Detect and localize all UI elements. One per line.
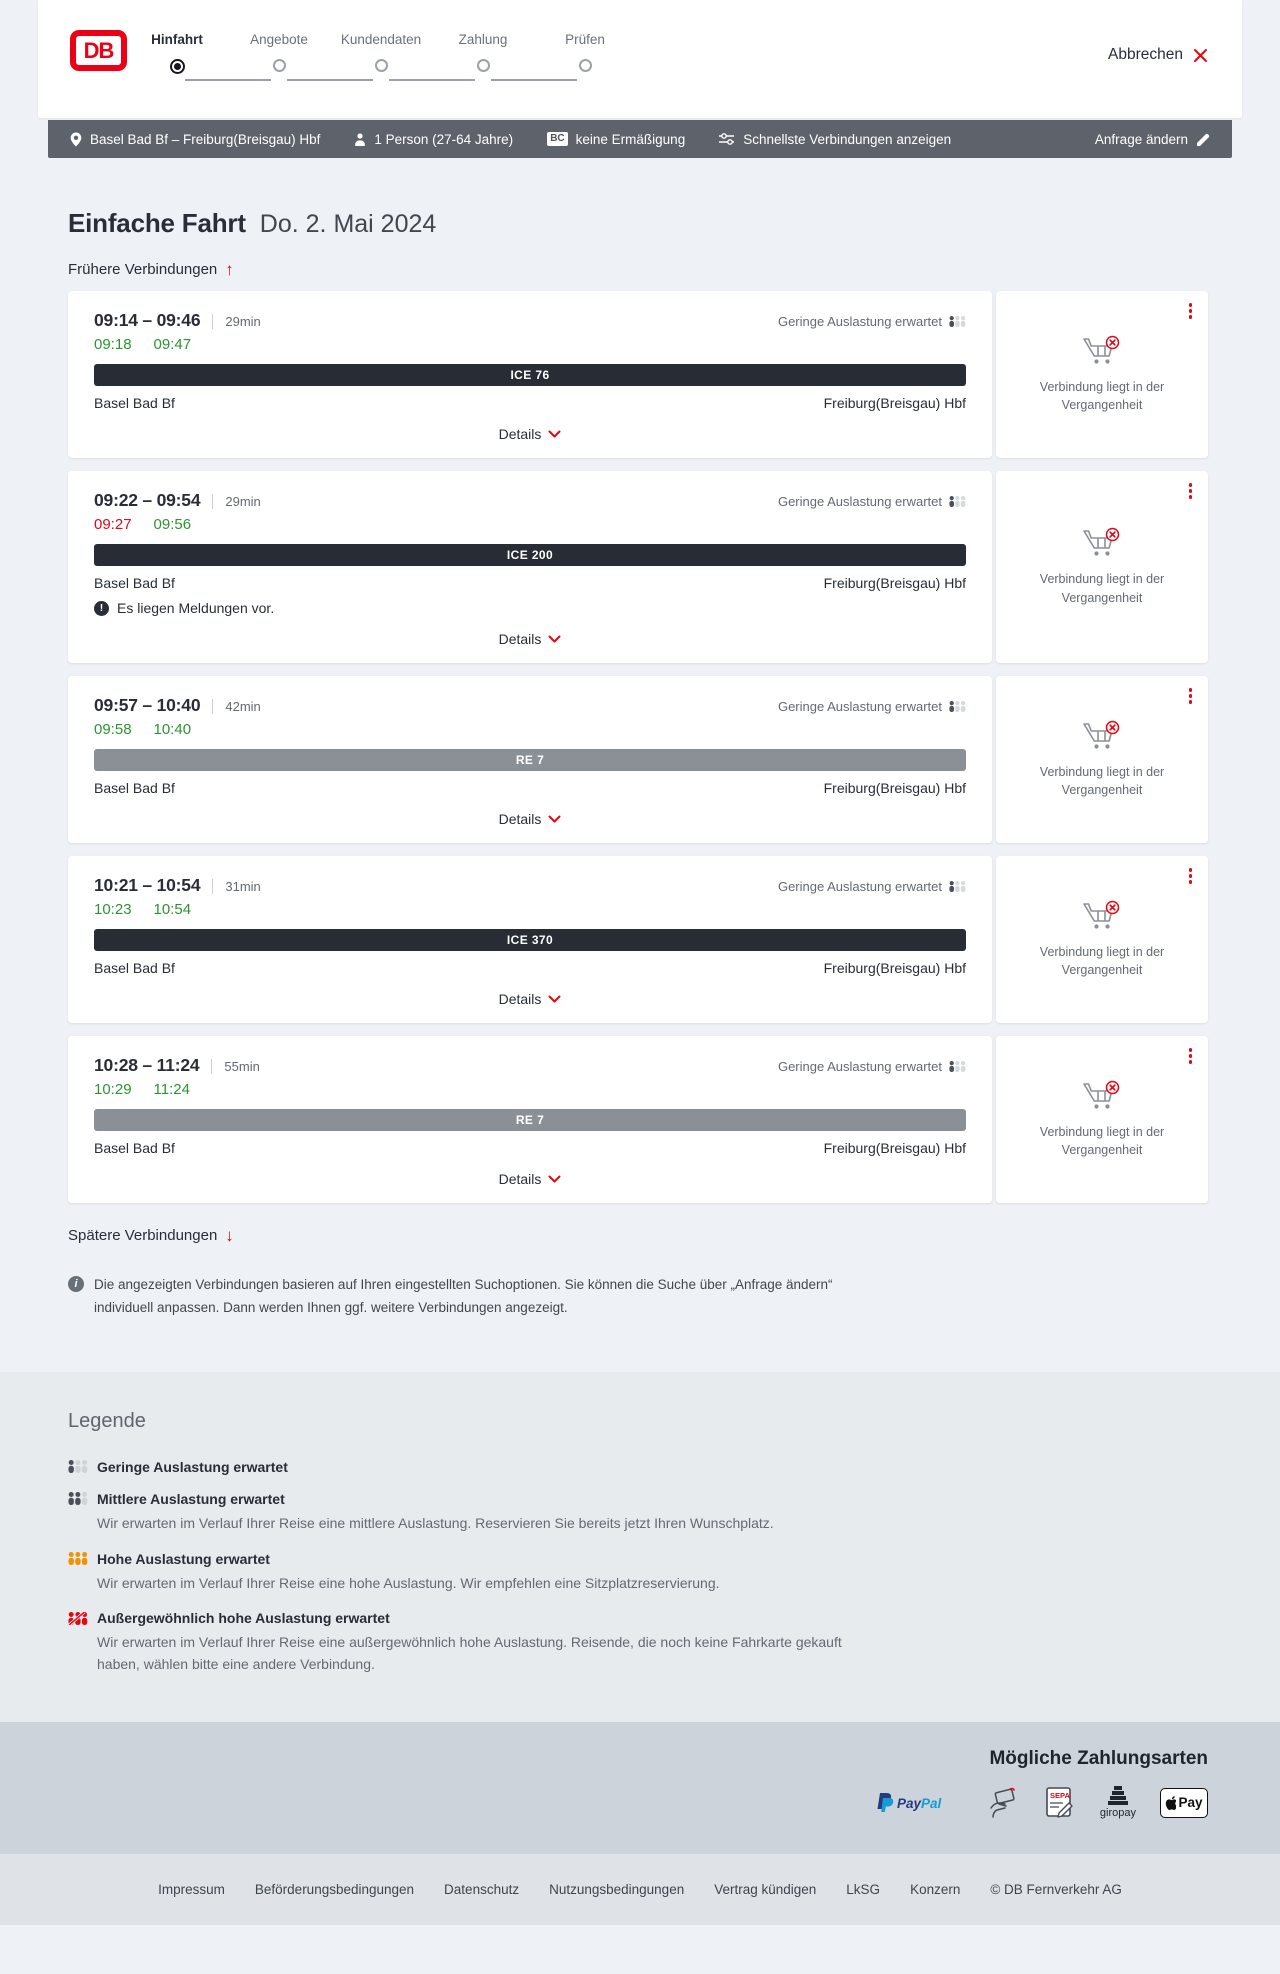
route-summary: Basel Bad Bf – Freiburg(Breisgau) Hbf (70, 132, 320, 147)
journey-row (68, 856, 1208, 1023)
occupancy-indicator (778, 879, 966, 894)
footer-link-impressum[interactable]: Impressum (158, 1881, 225, 1897)
step-label: Kundendaten (340, 32, 422, 47)
more-options-button[interactable] (1186, 300, 1196, 322)
footer-link-nutzungsbedingungen[interactable]: Nutzungsbedingungen (549, 1881, 685, 1897)
location-pin-icon (70, 132, 82, 147)
occupancy-label: Geringe Auslastung erwartet (777, 494, 942, 509)
step-label: Zahlung (458, 32, 508, 47)
paypal-icon (874, 1791, 962, 1815)
realtime-arrival: 09:56 (153, 516, 192, 533)
journey-duration: 29min (212, 494, 260, 509)
cart-unavailable-icon (1081, 720, 1123, 754)
journey-status-panel (996, 1036, 1208, 1203)
details-button[interactable]: Details (491, 1165, 570, 1193)
more-options-button[interactable] (1186, 480, 1196, 502)
past-connection-note: Verbindung liegt in der Vergangenheit (1039, 572, 1165, 605)
close-icon (1193, 48, 1208, 63)
payments-section (0, 1722, 1280, 1854)
train-label: ICE 200 (506, 548, 554, 562)
giropay-icon: giropay (1100, 1786, 1136, 1819)
occupancy-label: Geringe Auslastung erwartet (777, 1059, 942, 1074)
past-connection-note: Verbindung liegt in der Vergangenheit (1039, 379, 1165, 412)
info-text: Die angezeigten Verbindungen basieren auf Ihren eingestellten Suchoptionen. Sie können die Suche über „Anfrage ändern“ individuell anpassen. Dann werden Ihnen ggf. weitere Verbindungen angezeigt. (94, 1277, 833, 1315)
step-label: Prüfen (565, 32, 605, 47)
origin-station: Basel Bad Bf (94, 1140, 175, 1156)
pencil-icon (1197, 133, 1210, 146)
apple-pay-icon: Pay (1160, 1788, 1208, 1818)
journey-type-title: Einfache Fahrt (68, 208, 246, 238)
legend-item-low: Geringe Auslastung erwartet (68, 1459, 1208, 1475)
origin-station: Basel Bad Bf (94, 395, 175, 411)
travel-date: Do. 2. Mai 2024 (259, 210, 437, 238)
chevron-down-icon (548, 995, 561, 1003)
journey-status-panel (996, 856, 1208, 1023)
footer-link-lksg[interactable]: LkSG (846, 1881, 881, 1897)
details-button[interactable]: Details (491, 420, 570, 448)
journey-duration: 29min (212, 314, 260, 329)
search-info-note (68, 1274, 858, 1320)
journey-row (68, 291, 1208, 458)
step-zahlung (432, 32, 534, 74)
page-title (68, 208, 1208, 239)
chevron-down-icon (548, 430, 561, 438)
step-dot-icon (579, 59, 592, 72)
step-pruefen (534, 32, 636, 74)
train-label: ICE 76 (510, 368, 550, 382)
footer-link-konzern[interactable]: Konzern (910, 1881, 961, 1897)
arrow-up-icon: ↑ (225, 260, 234, 279)
destination-station: Freiburg(Breisgau) Hbf (823, 780, 966, 796)
realtime-arrival: 10:40 (153, 721, 192, 738)
occupancy-indicator (778, 314, 966, 329)
cart-unavailable-icon (1081, 900, 1123, 934)
journey-card (68, 471, 992, 663)
arrow-down-icon: ↓ (225, 1226, 234, 1245)
sliders-icon (719, 133, 735, 145)
occupancy-low-icon (949, 1061, 966, 1072)
train-band (94, 749, 966, 771)
occupancy-exceptional-icon (68, 1612, 88, 1625)
origin-station: Basel Bad Bf (94, 960, 175, 976)
more-options-button[interactable] (1186, 1045, 1196, 1067)
step-dot-icon (375, 59, 388, 72)
train-label: ICE 370 (506, 933, 554, 947)
realtime-arrival: 11:24 (153, 1081, 190, 1098)
info-icon: i (68, 1276, 84, 1292)
modify-request-button[interactable]: Anfrage ändern (1095, 132, 1210, 147)
realtime-departure: 09:58 (94, 721, 132, 738)
train-band (94, 364, 966, 386)
journey-duration: 42min (212, 699, 260, 714)
journey-row (68, 471, 1208, 663)
realtime-departure: 09:27 (94, 516, 132, 533)
occupancy-label: Geringe Auslastung erwartet (777, 699, 942, 714)
step-label: Hinfahrt (151, 32, 203, 47)
train-band (94, 544, 966, 566)
cancel-button[interactable] (1108, 46, 1208, 64)
cart-unavailable-icon (1081, 335, 1123, 369)
past-connection-note: Verbindung liegt in der Vergangenheit (1039, 764, 1165, 797)
sepa-direct-debit-icon (1044, 1786, 1076, 1820)
journey-card (68, 856, 992, 1023)
journey-time-range: 09:57 – 10:40 (94, 695, 201, 715)
realtime-departure: 10:23 (94, 901, 132, 918)
realtime-departure: 09:18 (94, 336, 132, 353)
db-logo-text: DB (83, 37, 114, 63)
results-section (0, 208, 1280, 1372)
journey-message: ! Es liegen Meldungen vor. (94, 600, 966, 616)
occupancy-low-icon (949, 881, 966, 892)
occupancy-low-icon (949, 701, 966, 712)
realtime-arrival: 09:47 (153, 336, 192, 353)
copyright: © DB Fernverkehr AG (990, 1881, 1122, 1897)
past-connection-note: Verbindung liegt in der Vergangenheit (1039, 944, 1165, 977)
cart-unavailable-icon (1081, 527, 1123, 561)
chevron-down-icon (548, 1175, 561, 1183)
step-angebote (228, 32, 330, 74)
journey-status-panel (996, 471, 1208, 663)
details-button[interactable]: Details (491, 985, 570, 1013)
db-logo[interactable] (70, 30, 127, 71)
details-button[interactable]: Details (491, 625, 570, 653)
cancel-label: Abbrechen (1108, 46, 1183, 63)
realtime-arrival: 10:54 (153, 901, 192, 918)
occupancy-medium-icon (68, 1492, 88, 1505)
destination-station: Freiburg(Breisgau) Hbf (823, 575, 966, 591)
cart-unavailable-icon (1081, 1080, 1123, 1114)
bahncard-badge: BC (547, 132, 567, 146)
journey-card (68, 1036, 992, 1203)
more-options-button[interactable] (1186, 865, 1196, 887)
journey-card (68, 291, 992, 458)
legend-item-high: Hohe Auslastung erwartet Wir erwarten im Verlauf Ihrer Reise eine hohe Auslastung. Wir empfehlen eine Sitzplatzreservierung. (68, 1551, 1208, 1595)
svg-text:PayPal: PayPal (896, 1795, 942, 1811)
occupancy-low-icon (949, 496, 966, 507)
details-button[interactable]: Details (491, 805, 570, 833)
journey-time-range: 09:14 – 09:46 (94, 310, 201, 330)
later-connections-button[interactable]: Spätere Verbindungen ↓ (68, 1226, 234, 1245)
legend-item-exceptional: Außergewöhnlich hohe Auslastung erwartet Wir erwarten im Verlauf Ihrer Reise eine außergewöhnlich hohe Auslastung. Reisende, die noch keine Fahrkarte gekauft haben, wählen bitte eine andere Verbindung. (68, 1610, 1208, 1675)
train-label: RE 7 (515, 1113, 545, 1127)
payments-title: Mögliche Zahlungsarten (989, 1747, 1208, 1769)
person-icon (354, 133, 366, 146)
legend-item-medium: Mittlere Auslastung erwartet Wir erwarten im Verlauf Ihrer Reise eine mittlere Auslastung. Reservieren Sie bereits jetzt Ihren Wunschplatz. (68, 1491, 1208, 1535)
train-band (94, 929, 966, 951)
progress-steps (126, 32, 636, 74)
journey-duration: 31min (212, 879, 260, 894)
origin-station: Basel Bad Bf (94, 575, 175, 591)
footer-link-befoerderungsbedingungen[interactable]: Beförderungsbedingungen (254, 1881, 415, 1897)
journey-time-range: 10:21 – 10:54 (94, 875, 201, 895)
occupancy-indicator (778, 699, 966, 714)
sepa-label: SEPA (1049, 1790, 1070, 1800)
journey-row (68, 676, 1208, 843)
occupancy-indicator (778, 494, 966, 509)
origin-station: Basel Bad Bf (94, 780, 175, 796)
occupancy-indicator (778, 1059, 966, 1074)
footer-links-bar (0, 1854, 1280, 1925)
step-dot-icon (477, 59, 490, 72)
journey-status-panel (996, 291, 1208, 458)
footer-link-vertrag-kuendigen[interactable]: Vertrag kündigen (714, 1881, 817, 1897)
step-label: Angebote (250, 32, 308, 47)
journey-row (68, 1036, 1208, 1203)
chevron-down-icon (548, 635, 561, 643)
journey-time-range: 09:22 – 09:54 (94, 490, 201, 510)
destination-station: Freiburg(Breisgau) Hbf (823, 960, 966, 976)
legend-title: Legende (68, 1409, 146, 1432)
journey-duration: 55min (211, 1059, 259, 1074)
journey-card (68, 676, 992, 843)
alert-icon: ! (94, 601, 109, 616)
credit-card-hand-icon (986, 1786, 1020, 1820)
footer-link-datenschutz[interactable]: Datenschutz (444, 1881, 520, 1897)
journey-status-panel (996, 676, 1208, 843)
more-options-button[interactable] (1186, 685, 1196, 707)
step-kundendaten (330, 32, 432, 74)
destination-station: Freiburg(Breisgau) Hbf (823, 1140, 966, 1156)
train-label: RE 7 (515, 753, 545, 767)
search-summary-bar (48, 120, 1232, 158)
realtime-departure: 10:29 (94, 1081, 132, 1098)
discount-summary: BC keine Ermäßigung (547, 132, 685, 147)
train-band (94, 1109, 966, 1131)
journey-list (68, 291, 1208, 1203)
chevron-down-icon (548, 815, 561, 823)
destination-station: Freiburg(Breisgau) Hbf (823, 395, 966, 411)
occupancy-low-icon (68, 1460, 88, 1473)
legend-section (0, 1372, 1280, 1722)
occupancy-label: Geringe Auslastung erwartet (777, 879, 942, 894)
past-connection-note: Verbindung liegt in der Vergangenheit (1039, 1124, 1165, 1157)
earlier-connections-button[interactable]: Frühere Verbindungen ↑ (68, 260, 234, 279)
occupancy-low-icon (949, 316, 966, 327)
step-hinfahrt (126, 32, 228, 74)
journey-time-range: 10:28 – 11:24 (94, 1055, 200, 1075)
passenger-summary: 1 Person (27-64 Jahre) (354, 132, 513, 147)
occupancy-label: Geringe Auslastung erwartet (777, 314, 942, 329)
occupancy-high-icon (68, 1552, 88, 1565)
app-header (38, 0, 1242, 118)
step-dot-icon (273, 59, 286, 72)
fastest-connections-summary: Schnellste Verbindungen anzeigen (719, 132, 951, 147)
step-dot-active-icon (170, 59, 185, 74)
